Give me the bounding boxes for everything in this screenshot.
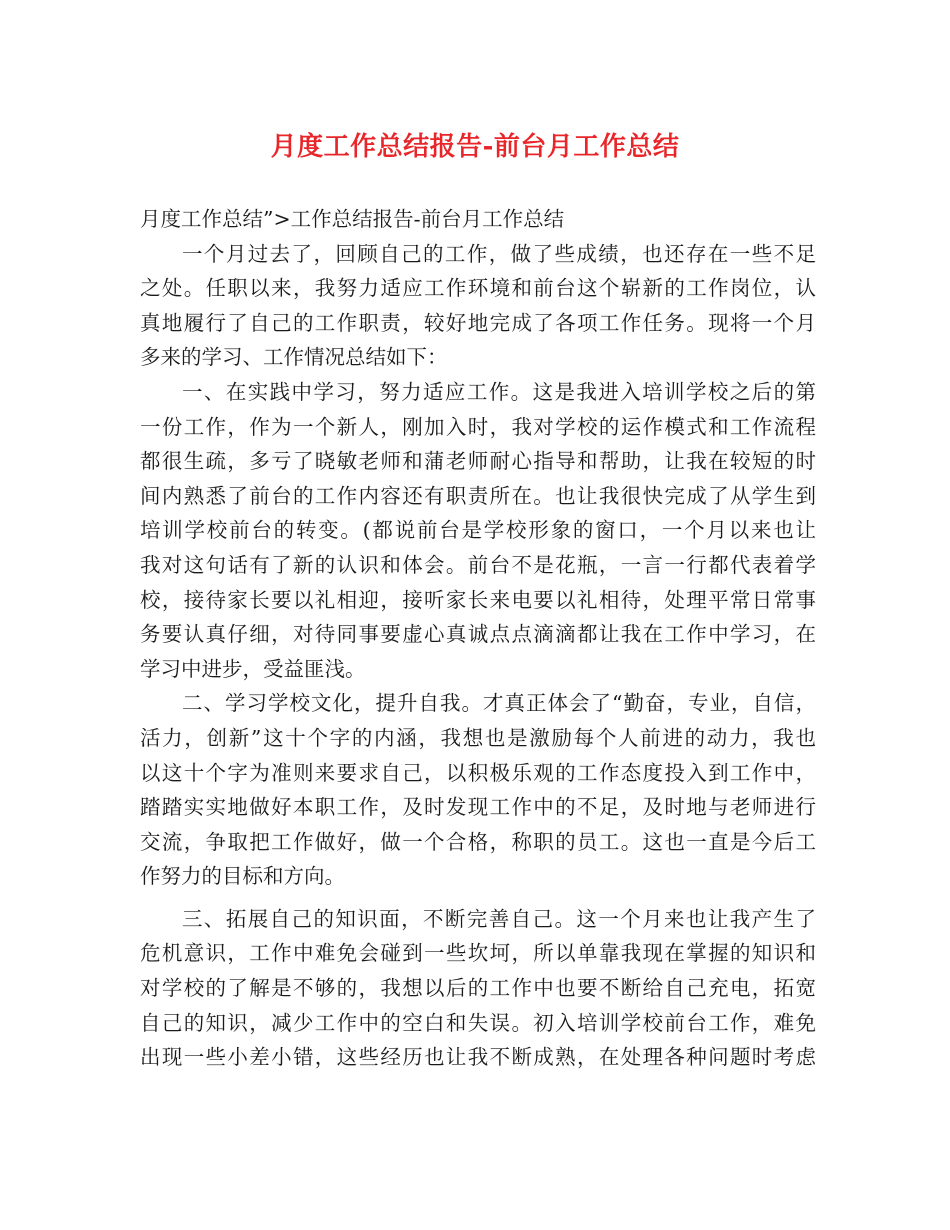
document-body bbox=[140, 202, 816, 1075]
paragraph-line: 一、在实践中学习，努力适应工作。这是我进入培训学校之后的第 bbox=[182, 379, 816, 404]
paragraph-line: 校，接待家长要以礼相迎，接听家长来电要以礼相待，处理平常日常事 bbox=[140, 587, 816, 612]
document-title: 月度工作总结报告-前台月工作总结 bbox=[270, 132, 680, 162]
paragraph-line: 以这十个字为准则来要求自己，以积极乐观的工作态度投入到工作中， bbox=[140, 760, 816, 785]
paragraph-line: 都很生疏，多亏了晓敏老师和蒲老师耐心指导和帮助，让我在较短的时 bbox=[140, 449, 816, 474]
paragraph-line: 一个月过去了，回顾自己的工作，做了些成绩，也还存在一些不足 bbox=[182, 241, 816, 266]
paragraph-line: 交流，争取把工作做好，做一个合格，称职的员工。这也一直是今后工 bbox=[140, 829, 816, 854]
paragraph-line: 作努力的目标和方向。 bbox=[140, 864, 345, 889]
paragraph-line: 学习中进步，受益匪浅。 bbox=[140, 656, 366, 681]
paragraph-line: 出现一些小差小错，这些经历也让我不断成熟，在处理各种问题时考虑 bbox=[140, 1045, 816, 1070]
paragraph-line: 踏踏实实地做好本职工作，及时发现工作中的不足，及时地与老师进行 bbox=[140, 795, 816, 820]
paragraph-line: 二、学习学校文化，提升自我。才真正体会了“勤奋，专业，自信， bbox=[182, 691, 816, 716]
paragraph-line: 活力，创新”这十个字的内涵，我想也是激励每个人前进的动力，我也 bbox=[140, 725, 816, 750]
paragraph-line: 培训学校前台的转变。(都说前台是学校形象的窗口，一个月以来也让 bbox=[140, 518, 816, 543]
paragraph-line: 之处。任职以来，我努力适应工作环境和前台这个崭新的工作岗位，认 bbox=[140, 276, 816, 301]
paragraph-line: 危机意识，工作中难免会碰到一些坎坷，所以单靠我现在掌握的知识和 bbox=[140, 941, 816, 966]
paragraph-line: 我对这句话有了新的认识和体会。前台不是花瓶，一言一行都代表着学 bbox=[140, 552, 816, 577]
paragraph-line: 间内熟悉了前台的工作内容还有职责所在。也让我很快完成了从学生到 bbox=[140, 483, 816, 508]
paragraph-gap bbox=[140, 894, 816, 902]
paragraph-line: 真地履行了自己的工作职责，较好地完成了各项工作任务。现将一个月 bbox=[140, 310, 816, 335]
paragraph-line: 对学校的了解是不够的，我想以后的工作中也要不断给自己充电，拓宽 bbox=[140, 976, 816, 1001]
paragraph-line: 一份工作，作为一个新人，刚加入时，我对学校的运作模式和工作流程 bbox=[140, 414, 816, 439]
paragraph-line: 多来的学习、工作情况总结如下： bbox=[140, 345, 448, 370]
paragraph-line: 自己的知识，减少工作中的空白和失误。初入培训学校前台工作，难免 bbox=[140, 1010, 816, 1035]
paragraph-line: 务要认真仔细，对待同事要虚心真诚点点滴滴都让我在工作中学习，在 bbox=[140, 622, 816, 647]
paragraph-line: 三、拓展自己的知识面，不断完善自己。这一个月来也让我产生了 bbox=[182, 906, 816, 931]
subtitle-line: 月度工作总结”>工作总结报告-前台月工作总结 bbox=[140, 207, 565, 231]
